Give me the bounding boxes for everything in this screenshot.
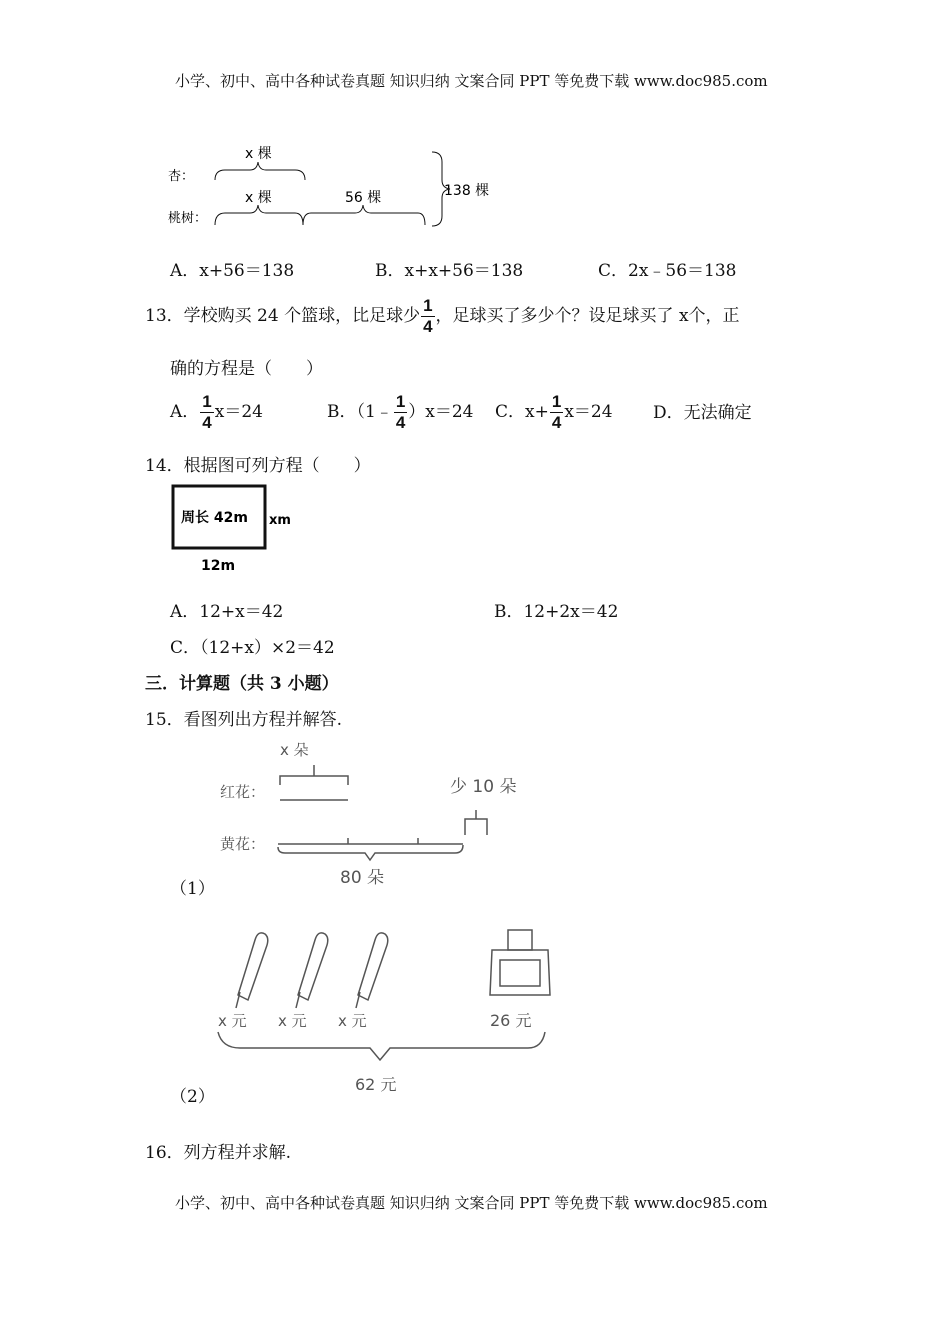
pen-icon [356, 933, 388, 1008]
numerator: 1 [423, 296, 433, 315]
brace [215, 205, 425, 225]
option-text: x＝24 [564, 402, 613, 422]
q12-option-a[interactable]: A．x+56＝138 [170, 261, 295, 281]
label-apricot: 杏： [168, 169, 195, 184]
brace [215, 162, 305, 180]
q13-text: 13．学校购买 24 个篮球，比足球少 [145, 306, 421, 326]
denominator: 4 [395, 413, 406, 432]
option-text: x＝24 [214, 402, 263, 422]
pen-icon [236, 933, 268, 1008]
q14-stem: 14．根据图可列方程（ ） [145, 456, 371, 476]
q13-stem-line2: 确的方程是（ ） [170, 359, 323, 379]
option-label: B．（1﹣ [327, 402, 393, 422]
q12-option-c[interactable]: C．2x﹣56＝138 [598, 261, 737, 281]
pen-icon [296, 933, 328, 1008]
q15-diagram-1 [215, 735, 545, 890]
label-56: 56 棵 [345, 190, 382, 206]
fraction [550, 392, 563, 433]
total-label: 80 朵 [340, 868, 385, 888]
numerator: 1 [395, 392, 406, 411]
label-x2: x 棵 [245, 190, 272, 206]
fraction [200, 392, 213, 433]
ink-bottle-icon [490, 930, 550, 995]
q12-option-b[interactable]: B．x+x+56＝138 [375, 261, 524, 281]
q16-stem: 16．列方程并求解. [145, 1143, 292, 1163]
side-label: xm [269, 513, 291, 528]
q14-option-b[interactable]: B．12+2x＝42 [494, 602, 619, 622]
total-price: 62 元 [355, 1075, 397, 1094]
denominator: 4 [551, 413, 562, 432]
option-label: A． [170, 402, 200, 422]
denominator: 4 [423, 317, 433, 336]
pen-price: x 元 [278, 1012, 307, 1030]
part-2-label: （2） [170, 1087, 215, 1107]
q13-text: ，足球买了多少个？设足球买了 x个，正 [435, 306, 740, 326]
part-1-label: （1） [170, 879, 215, 899]
q15-stem: 15．看图列出方程并解答. [145, 710, 343, 730]
fraction [421, 296, 434, 337]
q13-stem [145, 296, 740, 337]
q13-option-d[interactable]: D．无法确定 [653, 403, 752, 423]
label-total: 138 棵 [444, 183, 490, 199]
label-peach: 桃树： [168, 211, 208, 226]
section-heading: 三．计算题（共 3 小题） [145, 674, 339, 694]
pen-price: x 元 [218, 1012, 247, 1030]
numerator: 1 [202, 392, 212, 411]
label-yellow: 黄花： [220, 835, 266, 853]
q14-option-a[interactable]: A．12+x＝42 [170, 602, 284, 622]
bottom-label: 12m [201, 558, 236, 574]
q12-diagram [160, 140, 500, 235]
q14-diagram [165, 480, 305, 575]
option-text: ）x＝24 [408, 402, 474, 422]
page-footer: 小学、初中、高中各种试卷真题 知识归纳 文案合同 PPT 等免费下载 www.doc985.com [175, 1194, 768, 1212]
q13-option-c[interactable] [495, 392, 613, 433]
q13-option-b[interactable] [327, 392, 474, 433]
q14-option-c[interactable]: C．（12+x）×2＝42 [170, 638, 335, 658]
numerator: 1 [551, 392, 562, 411]
perimeter-label: 周长 42m [181, 510, 248, 526]
label-red: 红花： [220, 783, 266, 801]
page-header: 小学、初中、高中各种试卷真题 知识归纳 文案合同 PPT 等免费下载 www.doc985.com [175, 72, 768, 90]
fraction [394, 392, 407, 433]
less-label: 少 10 朵 [450, 777, 517, 797]
ink-price: 26 元 [490, 1011, 532, 1030]
pen-price: x 元 [338, 1012, 367, 1030]
q13-option-a[interactable] [170, 392, 263, 433]
q15-diagram-2 [210, 920, 555, 1100]
label-x1: x 棵 [245, 146, 272, 162]
x-label: x 朵 [280, 741, 309, 759]
denominator: 4 [202, 413, 212, 432]
option-label: C．x+ [495, 402, 549, 422]
